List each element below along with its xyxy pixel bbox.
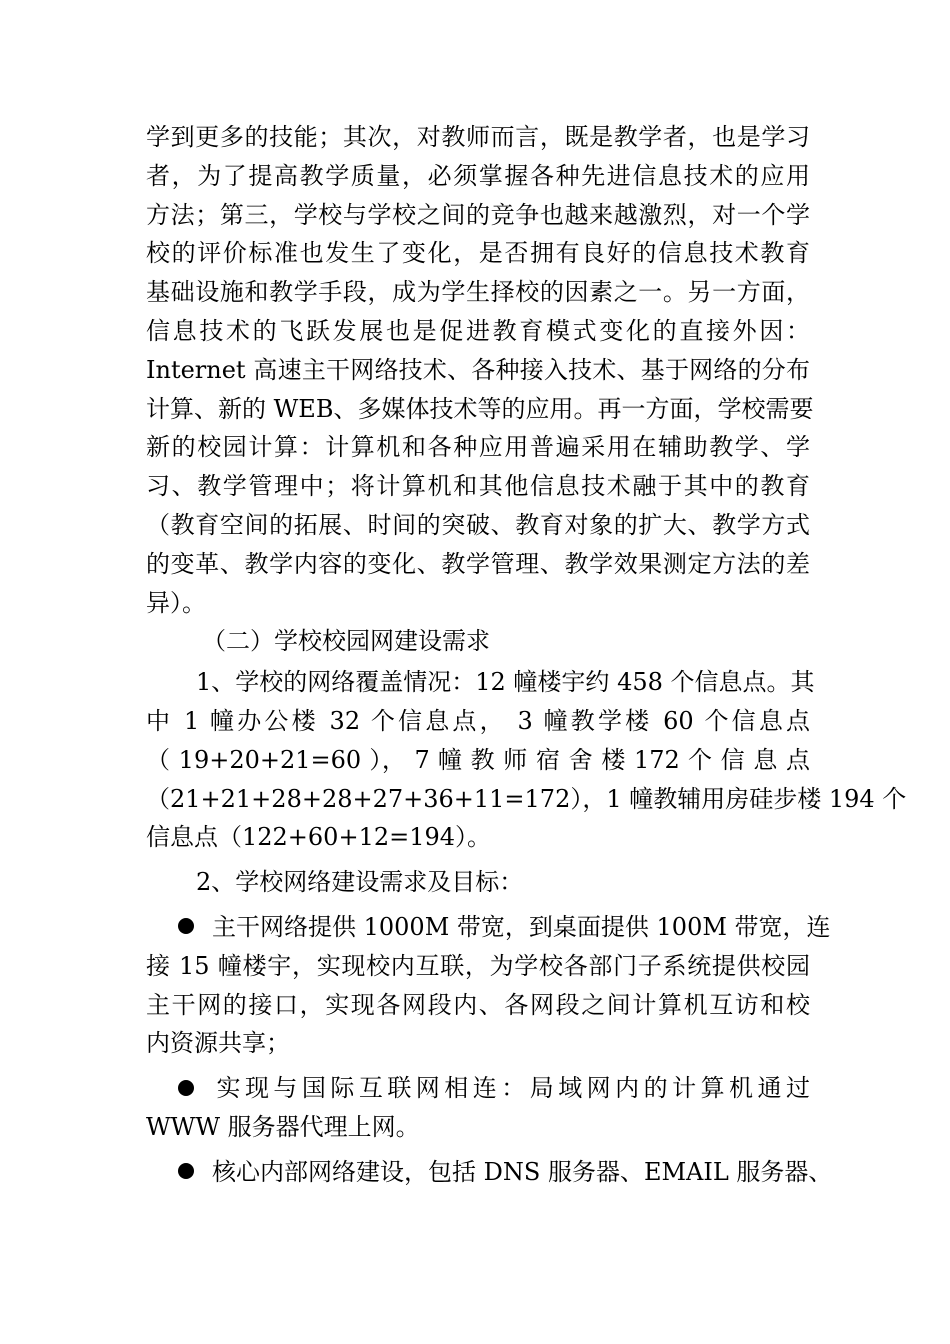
text-line: 的变革、教学内容的变化、教学管理、教学效果测定方法的差 (146, 549, 810, 578)
text-line: 习、教学管理中；将计算机和其他信息技术融于其中的教育 (146, 472, 810, 501)
bullet-item (146, 1069, 810, 1147)
bullet-item (146, 908, 831, 1063)
text-line: 1、学校的网络覆盖情况：12 幢楼宇约 458 个信息点。其 (196, 668, 815, 697)
bullet-text: 核心内部网络建设，包括 DNS 服务器、EMAIL 服务器、 (212, 1157, 833, 1186)
text-line: 者，为了提高教学质量，必须掌握各种先进信息技术的应用 (146, 161, 810, 190)
text-line: 异）。 (146, 588, 206, 617)
text-line: 计算、新的 WEB、多媒体技术等的应用。再一方面，学校需要 (146, 394, 814, 423)
text-line: 接 15 幢楼宇，实现校内互联，为学校各部门子系统提供校园 (146, 951, 810, 980)
text-line: 方法；第三，学校与学校之间的竞争也越来越激烈，对一个学 (146, 200, 810, 229)
text-line: 信息点（122+60+12=194）。 (146, 823, 492, 852)
text-line: 信息技术的飞跃发展也是促进教育模式变化的直接外因： (146, 316, 810, 345)
paragraph-goals-heading: 2、学校网络建设需求及目标： (196, 868, 524, 897)
paragraph-intro (146, 118, 814, 622)
bullet-list (146, 908, 833, 1192)
text-line: WWW 服务器代理上网。 (146, 1112, 420, 1141)
text-line: （ 19+20+21=60 ）， 7 幢 教 师 宿 舍 楼 172 个 信 息 点 (146, 745, 810, 774)
bullet-text: 实现与国际互联网相连：局域网内的计算机通过 (212, 1074, 810, 1103)
text-line (146, 1153, 833, 1192)
text-line (146, 1069, 810, 1108)
text-line: （教育空间的拓展、时间的突破、教育对象的扩大、教学方式 (146, 510, 810, 539)
bullet-dot-icon (178, 1163, 194, 1179)
document-page (146, 118, 907, 1192)
text-line: Internet 高速主干网络技术、各种接入技术、基于网络的分布 (146, 355, 810, 384)
bullet-dot-icon (178, 1080, 194, 1096)
text-line: 校的评价标准也发生了变化，是否拥有良好的信息技术教育 (146, 239, 810, 268)
paragraph-coverage (146, 663, 907, 857)
bullet-dot-icon (178, 918, 194, 934)
text-line: 主干网的接口，实现各网段内、各网段之间计算机互访和校 (146, 990, 810, 1019)
bullet-item (146, 1153, 833, 1192)
text-line (146, 908, 831, 947)
text-line: 内资源共享； (146, 1029, 290, 1058)
section-heading: （二）学校校园网建设需求 (202, 627, 490, 656)
text-line: 中 1 幢办公楼 32 个信息点， 3 幢教学楼 60 个信息点 (146, 706, 810, 735)
text-line: （21+21+28+28+27+36+11=172），1 幢教辅用房硅步楼 194 个 (146, 784, 907, 813)
text-line: 基础设施和教学手段，成为学生择校的因素之一。另一方面， (146, 278, 810, 307)
text-line: 学到更多的技能；其次，对教师而言，既是教学者，也是学习 (146, 123, 810, 151)
bullet-text: 主干网络提供 1000M 带宽，到桌面提供 100M 带宽，连 (212, 912, 831, 941)
text-line: 新的校园计算：计算机和各种应用普遍采用在辅助教学、学 (146, 433, 810, 462)
